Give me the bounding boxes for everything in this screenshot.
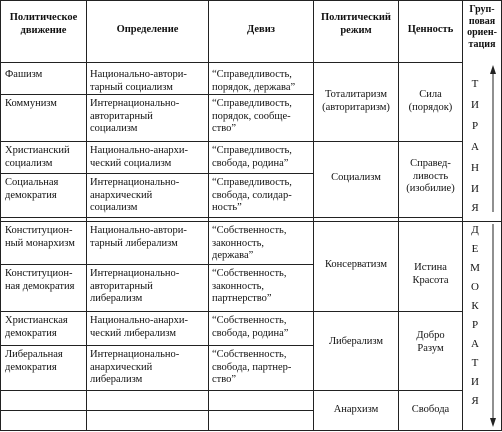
header-orientation: Груп- повая ориен- тация [467,4,497,50]
row-line-5 [0,264,313,265]
border-bottom [0,430,502,431]
row-7-slogan: “Собственность, свобода, партнер- ство” [212,349,292,385]
democracy-letter: Т [471,357,479,369]
row-4-slogan: “Собственность, законность, держава” [212,225,287,261]
col-line-2 [208,0,209,431]
header-regime: Политический режим [321,12,391,36]
row-5-definition: Интернационально- авторитарный либерализм [90,268,180,304]
header-definition: Определение [116,24,179,35]
row-line-9 [0,410,313,411]
value-truth: Истина Красота [412,262,449,286]
row-0-movement: Фашизм [5,69,43,80]
regime-socialism: Социализм [331,172,381,183]
row-3-movement: Социальная демократия [5,177,59,201]
arrow-up-icon [490,65,496,74]
row-0-definition: Национально-автори- тарный социализм [90,69,187,93]
row-6-definition: Национально-анархи- ческий либерализм [90,315,189,339]
border-top [0,0,502,1]
value-freedom: Свобода [411,404,450,415]
group-line-2 [313,311,462,312]
row-2-slogan: “Справедливость, свобода, родина” [212,145,292,169]
row-4-definition: Национально-автори- тарный либерализм [90,225,187,249]
col-line-4 [398,0,399,431]
row-line-6 [0,311,313,312]
row-line-7 [0,345,313,346]
header-value: Ценность [407,24,454,35]
row-2-movement: Христианский социализм [5,145,70,169]
separator-line-a [0,217,462,218]
orientation-arrows [484,62,502,430]
group-line-1 [313,141,462,142]
row-line-8 [0,390,313,391]
value-justice: Справед- ливость (изобилие) [406,158,455,194]
row-7-definition: Интернационально- анархический либерализм [90,349,180,385]
row-3-definition: Интернационально- анархический социализм [90,177,180,213]
democracy-letter: М [470,262,480,274]
row-3-slogan: “Справедливость, свобода, солидар- ность” [212,177,292,213]
group-line-3 [313,390,462,391]
row-line-1 [0,94,313,95]
row-6-slogan: “Собственность, свобода, родина” [212,315,289,339]
regime-conservatism: Консерватизм [324,259,388,270]
tyranny-letter: И [471,183,479,195]
democracy-letter: Д [471,224,479,236]
row-5-movement: Конституцион- ная демократия [5,268,75,292]
tyranny-letter: Я [471,202,479,214]
value-strength: Сила (порядок) [408,89,453,113]
tyranny-letter: А [471,141,479,153]
row-1-movement: Коммунизм [5,98,57,109]
border-left [0,0,1,431]
tyranny-letter: Т [471,78,479,90]
separator-line-b [0,221,502,222]
header-line [0,62,462,63]
header-slogan: Девиз [247,24,275,35]
row-6-movement: Христианская демократия [5,315,68,339]
democracy-letter: К [471,300,479,312]
col-line-1 [86,0,87,431]
row-1-slogan: “Справедливость, порядок, сообще- ство” [212,98,292,134]
row-line-3 [0,173,313,174]
row-5-slogan: “Собственность, законность, партнерство” [212,268,287,304]
arrow-down-icon [490,418,496,427]
democracy-letter: Е [471,243,479,255]
value-good: Добро Разум [416,330,445,354]
tyranny-letter: Н [471,162,479,174]
row-line-2 [0,141,313,142]
democracy-letter: А [471,338,479,350]
row-4-movement: Конституцион- ный монархизм [5,225,75,249]
header-movement: Политическое движение [9,12,78,36]
col-line-3 [313,0,314,431]
row-0-slogan: “Справедливость, порядок, держава” [212,69,296,93]
row-2-definition: Национально-анархи- ческий социализм [90,145,189,169]
regime-liberalism: Либерализм [328,336,384,347]
democracy-letter: Я [471,395,479,407]
democracy-letter: О [471,281,479,293]
row-1-definition: Интернационально- авторитарный социализм [90,98,180,134]
democracy-letter: И [471,376,479,388]
tyranny-letter: Р [471,120,479,132]
democracy-letter: Р [471,319,479,331]
regime-totalitarianism: Тоталитаризм (авторитаризм) [322,89,390,113]
regime-anarchism: Анархизм [333,404,379,415]
row-7-movement: Либеральная демократия [5,349,63,373]
tyranny-letter: И [471,99,479,111]
